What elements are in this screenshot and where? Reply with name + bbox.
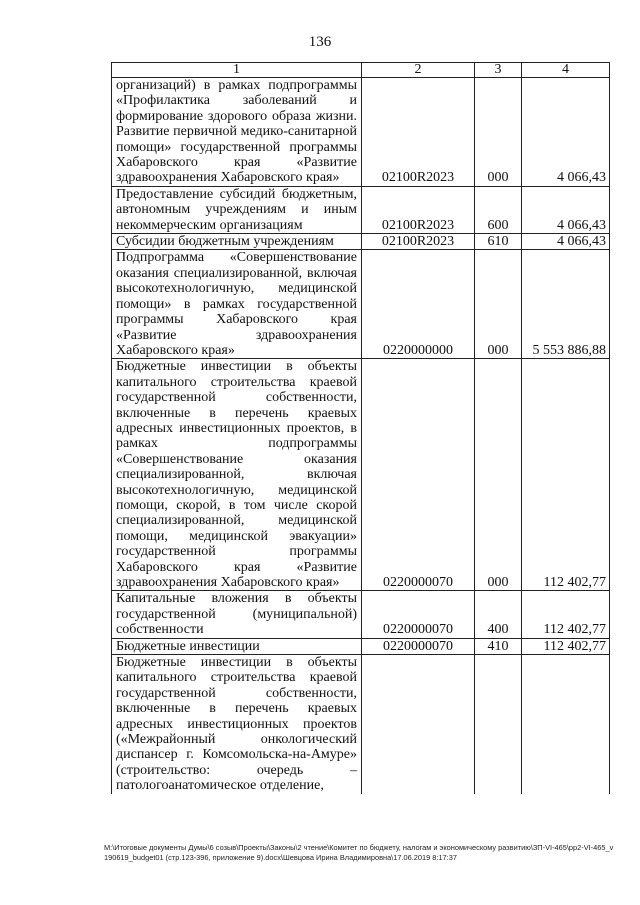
page-number: 136 [308, 34, 332, 50]
table-row [112, 186, 610, 233]
table-row [112, 250, 610, 359]
row-name: Бюджетные инвестиции в объекты капитального строительства краевой государственной собственности, включенные в перечень краевых адресных инвестиционных проектов («Межрайонный онкологический диспансер г. Комсомольска-на-Амуре» (строительство: очередь – патологоанатомическое отделение, [112, 655, 362, 794]
row-name: организаций) в рамках подпрограммы «Профилактика заболеваний и формирование здорового образа жизни. Развитие первичной медико-санитарной помощи» государственной программы Хабаровского края «Развитие здравоохранения Хабаровского края» [112, 78, 362, 187]
row-sum: 112 402,77 [522, 591, 610, 638]
table-row [112, 591, 610, 638]
row-sum: 4 066,43 [522, 78, 610, 187]
table-row [112, 78, 610, 187]
row-name: Предоставление субсидий бюджетным, автономным учреждениям и иным некоммерческим организациям [112, 186, 362, 233]
row-sum: 4 066,43 [522, 186, 610, 233]
header-col-3: 3 [475, 63, 522, 78]
row-expense-type: 000 [475, 78, 522, 187]
row-code: 02100R2023 [362, 234, 475, 250]
row-code: 02100R2023 [362, 186, 475, 233]
table-row [112, 638, 610, 654]
header-col-2: 2 [362, 63, 475, 78]
table-header-row [112, 63, 610, 78]
row-expense-type [475, 655, 522, 794]
row-code: 0220000070 [362, 591, 475, 638]
row-expense-type: 600 [475, 186, 522, 233]
row-code: 02100R2023 [362, 78, 475, 187]
row-sum: 112 402,77 [522, 359, 610, 591]
row-code: 0220000070 [362, 359, 475, 591]
row-code: 0220000000 [362, 250, 475, 359]
row-code [362, 655, 475, 794]
row-name: Субсидии бюджетным учреждениям [112, 234, 362, 250]
row-sum: 4 066,43 [522, 234, 610, 250]
table-row [112, 234, 610, 250]
row-name: Капитальные вложения в объекты государственной (муниципальной) собственности [112, 591, 362, 638]
row-name: Бюджетные инвестиции [112, 638, 362, 654]
row-name: Подпрограмма «Совершенствование оказания специализированной, включая высокотехнологичную, медицинской помощи» в рамках государственной программы Хабаровского края «Развитие здравоохранения Хабаровского края» [112, 250, 362, 359]
row-sum: 5 553 886,88 [522, 250, 610, 359]
row-expense-type: 400 [475, 591, 522, 638]
budget-table [111, 62, 610, 794]
row-code: 0220000070 [362, 638, 475, 654]
table-row [112, 359, 610, 591]
row-sum [522, 655, 610, 794]
header-col-1: 1 [112, 63, 362, 78]
row-expense-type: 000 [475, 250, 522, 359]
row-expense-type: 410 [475, 638, 522, 654]
header-col-4: 4 [522, 63, 610, 78]
document-path-footer: M:\Итоговые документы Думы\6 созыв\Проекты\Законы\2 чтение\Комитет по бюджету, налогам и экономическому развитию\ЗП-VI-465\рр2-VI-465_v190619_budget01 (стр.123-396, приложение 9).docx\Шевцова Ирина Владимировна\17.06.2019 8:17:37 [104, 843, 614, 862]
table-row-continued [112, 655, 610, 794]
row-expense-type: 000 [475, 359, 522, 591]
row-sum: 112 402,77 [522, 638, 610, 654]
row-expense-type: 610 [475, 234, 522, 250]
row-name: Бюджетные инвестиции в объекты капитального строительства краевой государственной собственности, включенные в перечень краевых адресных инвестиционных проектов, в рамках подпрограммы «Совершенствование оказания специализированной, включая высокотехнологичную, медицинской помощи, скорой, в том числе скорой специализированной, медицинской помощи, медицинской эвакуации» государственной программы Хабаровского края «Развитие здравоохранения Хабаровского края» [112, 359, 362, 591]
